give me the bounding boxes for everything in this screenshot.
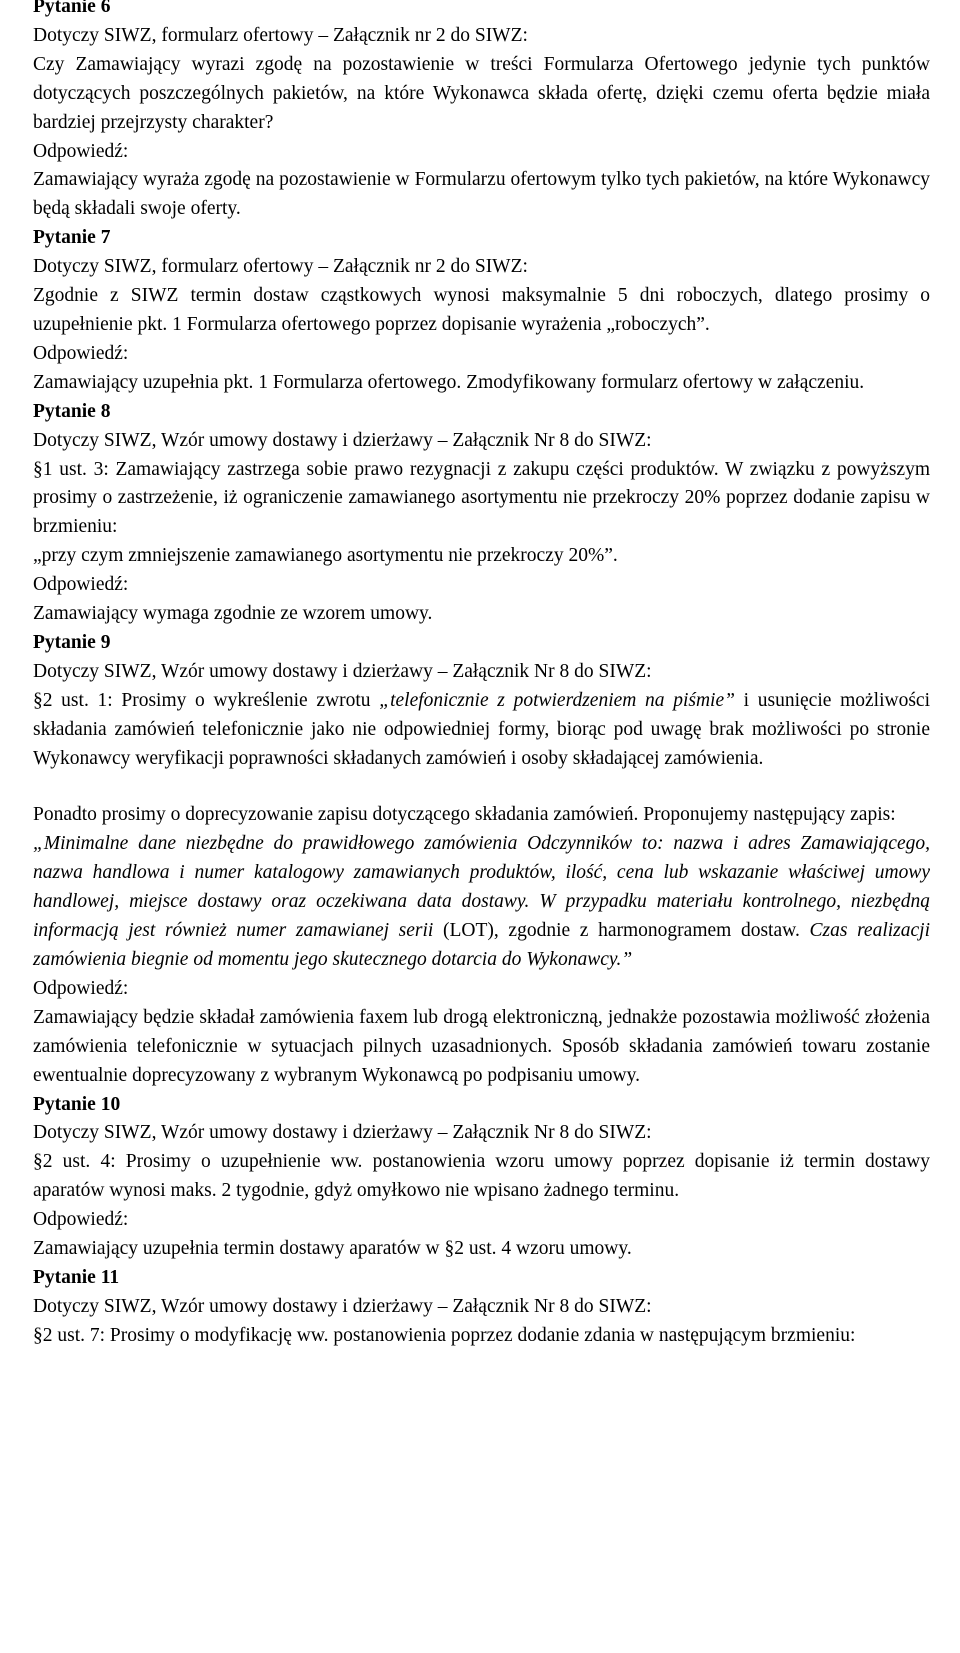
question-9-heading: Pytanie 9 xyxy=(33,631,111,653)
question-10-answer: Zamawiający uzupełnia termin dostawy aparatów w §2 ust. 4 wzoru umowy. xyxy=(33,1238,632,1260)
question-6-text: Czy Zamawiający wyrazi zgodę na pozostawienie w treści Formularza Ofertowego jedynie tych punktów dotyczących poszczególnych pakietów, na które Wykonawca składa ofertę, dzięki czemu oferta będzie miała bardziej przejrzysty charakter? xyxy=(33,53,930,133)
question-11-text: §2 ust. 7: Prosimy o modyfikację ww. postanowienia poprzez dodanie zdania w następującym brzmieniu: xyxy=(33,1324,856,1346)
question-7-reference: Dotyczy SIWZ, formularz ofertowy – Załącznik nr 2 do SIWZ: xyxy=(33,256,528,278)
question-7-answer-label: Odpowiedź: xyxy=(33,342,129,364)
question-9-quote-plain: (LOT), zgodnie z harmonogramem dostaw. xyxy=(443,920,800,942)
question-8-answer: Zamawiający wymaga zgodnie ze wzorem umowy. xyxy=(33,603,433,625)
question-9-answer-label: Odpowiedź: xyxy=(33,977,129,999)
question-10-reference: Dotyczy SIWZ, Wzór umowy dostawy i dzierżawy – Załącznik Nr 8 do SIWZ: xyxy=(33,1122,652,1144)
question-8-text: §1 ust. 3: Zamawiający zastrzega sobie prawo rezygnacji z zakupu części produktów. W związku z powyższym prosimy o zastrzeżenie, iż ograniczenie zamawianego asortymentu nie przekroczy 20% poprzez dodanie zapisu w brzmieniu: xyxy=(33,458,930,538)
question-7-answer: Zamawiający uzupełnia pkt. 1 Formularza ofertowego. Zmodyfikowany formularz ofertowy w załączeniu. xyxy=(33,371,865,393)
question-9-text-2: Ponadto prosimy o doprecyzowanie zapisu dotyczącego składania zamówień. Proponujemy następujący zapis: xyxy=(33,804,896,826)
question-6-heading: Pytanie 6 xyxy=(33,0,111,17)
question-6-reference: Dotyczy SIWZ, formularz ofertowy – Załącznik nr 2 do SIWZ: xyxy=(33,24,528,46)
question-7-text: Zgodnie z SIWZ termin dostaw cząstkowych wynosi maksymalnie 5 dni roboczych, dlatego prosimy o uzupełnienie pkt. 1 Formularza ofertowego poprzez dopisanie wyrażenia „roboczych”. xyxy=(33,285,930,335)
question-9-text-italic: „telefonicznie z potwierdzeniem na piśmie” xyxy=(379,689,735,711)
question-9-reference: Dotyczy SIWZ, Wzór umowy dostawy i dzierżawy – Załącznik Nr 8 do SIWZ: xyxy=(33,660,652,682)
question-9-text-part1: §2 ust. 1: Prosimy o wykreślenie zwrotu xyxy=(33,689,380,711)
question-9-text xyxy=(33,687,930,774)
question-10-answer-label: Odpowiedź: xyxy=(33,1209,129,1231)
question-9-answer: Zamawiający będzie składał zamówienia faxem lub drogą elektroniczną, jednakże pozostawia możliwość złożenia zamówienia telefonicznie w sytuacjach pilnych uzasadnionych. Sposób składania zamówień towaru zostanie ewentualnie doprecyzowany z wybranym Wykonawcą po podpisaniu umowy. xyxy=(33,1006,930,1086)
question-6-answer-label: Odpowiedź: xyxy=(33,140,129,162)
paragraph-spacer xyxy=(33,773,930,801)
question-10-heading: Pytanie 10 xyxy=(33,1093,121,1115)
question-6-answer: Zamawiający wyraża zgodę na pozostawienie w Formularzu ofertowym tylko tych pakietów, na które Wykonawcy będą składali swoje oferty. xyxy=(33,169,930,220)
question-8-heading: Pytanie 8 xyxy=(33,400,111,422)
question-10-text: §2 ust. 4: Prosimy o uzupełnienie ww. postanowienia wzoru umowy poprzez dopisanie iż termin dostawy aparatów wynosi maks. 2 tygodnie, gdyż omyłkowo nie wpisano żadnego terminu. xyxy=(33,1151,930,1202)
question-9-quote-part2: Czas realizacji zamówienia biegnie od momentu jego skutecznego dotarcia do Wykonawcy.” xyxy=(33,920,931,970)
question-8-answer-label: Odpowiedź: xyxy=(33,574,129,596)
question-9-proposed-quote xyxy=(33,830,930,975)
question-11-heading: Pytanie 11 xyxy=(33,1266,120,1288)
question-9-text-part2: i usunięcie możliwości składania zamówień telefonicznie jako nie odpowiedniej formy, biorąc pod uwagę brak możliwości po stronie Wykonawcy weryfikacji poprawności składanych zamówień i osoby składającej zamówienia. xyxy=(33,689,930,769)
question-7-heading: Pytanie 7 xyxy=(33,227,111,249)
question-11-reference: Dotyczy SIWZ, Wzór umowy dostawy i dzierżawy – Załącznik Nr 8 do SIWZ: xyxy=(33,1295,652,1317)
question-8-quote: „przy czym zmniejszenie zamawianego asortymentu nie przekroczy 20%”. xyxy=(33,545,618,567)
question-9-quote-part1: „Minimalne dane niezbędne do prawidłowego zamówienia Odczynników to: nazwa i adres Zamawiającego, nazwa handlowa i numer katalogowy zamawianych produktów, ilość, cena lub wskazanie właściwej umowy handlowej, miejsce dostawy oraz oczekiwana data dostawy. W przypadku materiału kontrolnego, niezbędną informacją jest również numer zamawianej serii xyxy=(33,833,930,942)
question-8-reference: Dotyczy SIWZ, Wzór umowy dostawy i dzierżawy – Załącznik Nr 8 do SIWZ: xyxy=(33,429,652,451)
